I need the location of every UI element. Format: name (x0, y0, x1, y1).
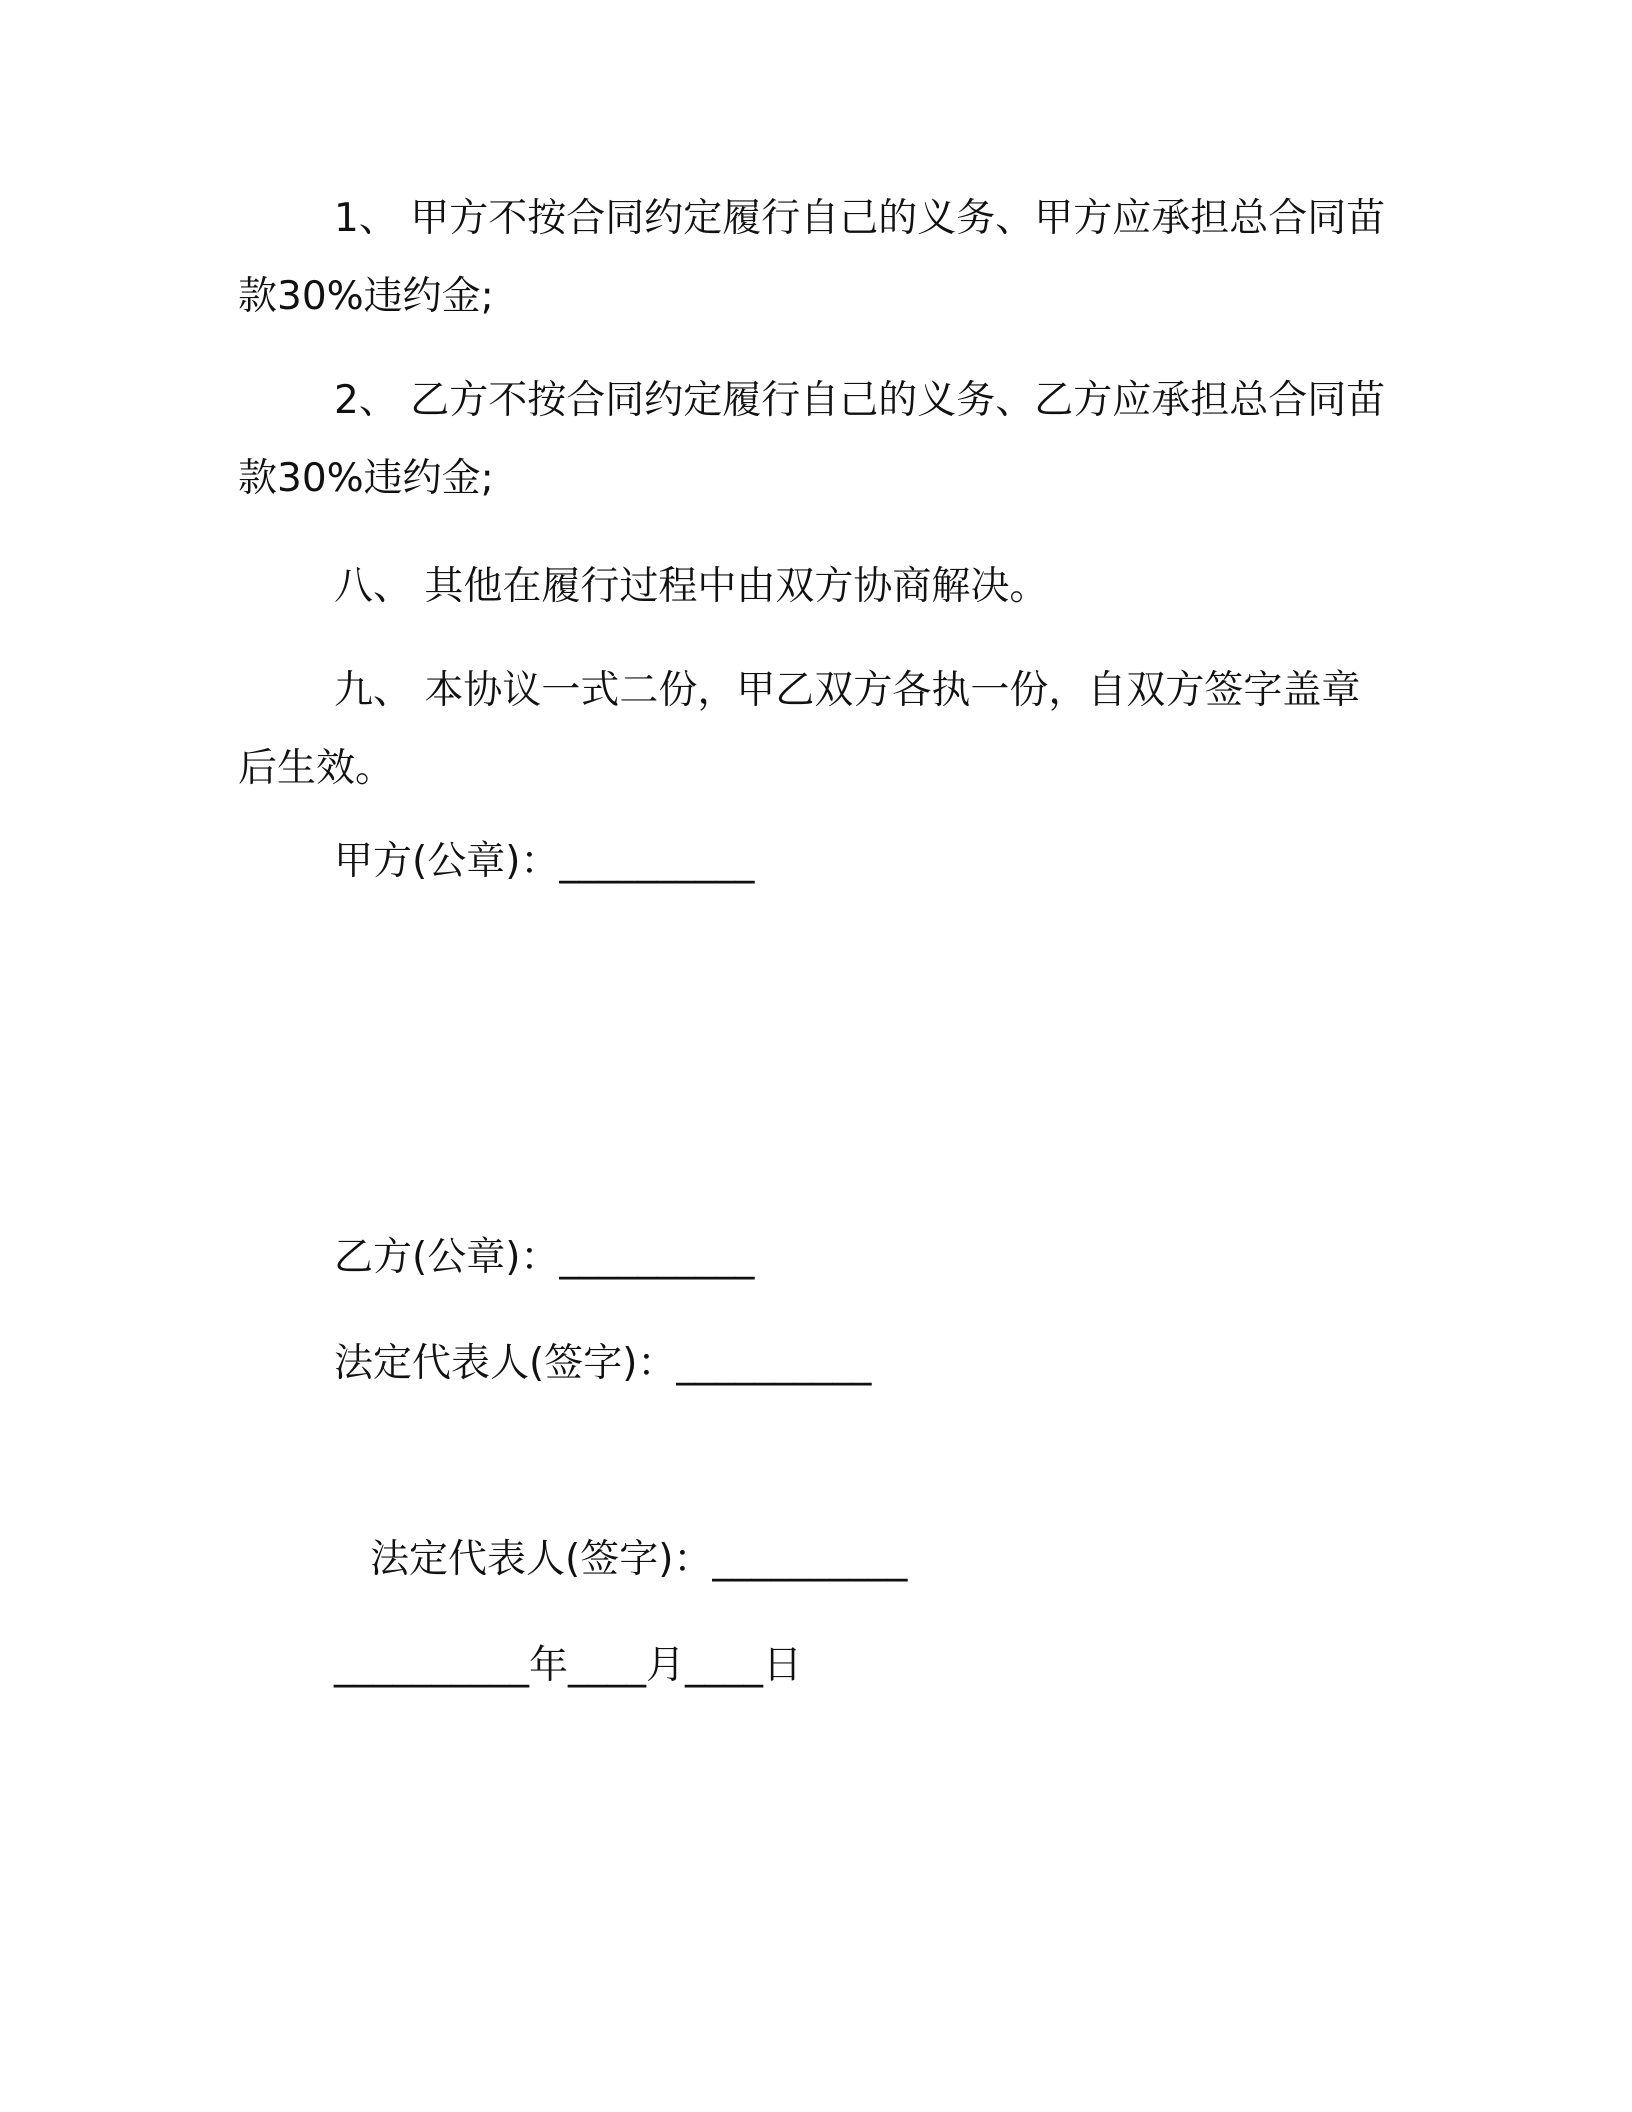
clause-9: 九、 本协议一式二份，甲乙双方各执一份，自双方签字盖章后生效。 (238, 668, 1361, 791)
party-b-seal-line: 乙方(公章)：__________ (334, 1235, 755, 1280)
legal-representative-signature-line-2: 法定代表人(签字)：__________ (370, 1537, 908, 1582)
party-a-seal-line: 甲方(公章)：__________ (334, 839, 755, 884)
legal-representative-signature-line: 法定代表人(签字)：__________ (334, 1341, 872, 1386)
clause-1: 1、 甲方不按合同约定履行自己的义务、甲方应承担总合同苗款30%违约金; (238, 196, 1386, 319)
clause-8: 八、 其他在履行过程中由双方协商解决。 (334, 564, 1049, 609)
date-line: __________年____月____日 (334, 1643, 803, 1688)
clause-2: 2、 乙方不按合同约定履行自己的义务、乙方应承担总合同苗款30%违约金; (238, 378, 1386, 501)
